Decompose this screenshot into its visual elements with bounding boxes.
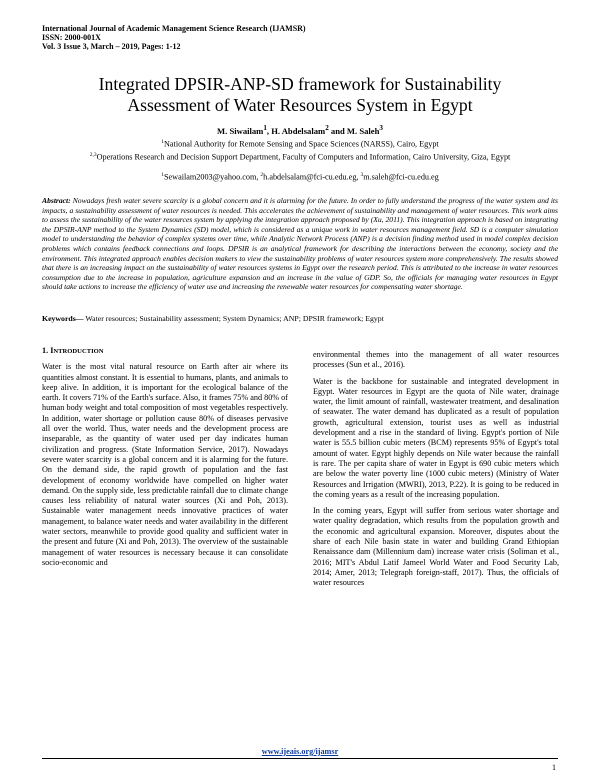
right-column: [313, 350, 559, 595]
affiliation-1-sup: 1: [161, 139, 165, 145]
journal-name: International Journal of Academic Management Science Research (IJAMSR): [42, 24, 306, 33]
author-2: H. Abdelsalam: [271, 125, 326, 136]
author-list: [40, 124, 560, 136]
affiliation-2: [24, 152, 576, 162]
keywords-text: Water resources; Sustainability assessment; System Dynamics; ANP; DPSIR framework; Egypt: [83, 314, 384, 323]
intro-paragraph-3: Water is the backbone for sustainable and integrated development in Egypt. Water resources in Egypt are the quota of Nile water, drainage water, the limit amount of rainfall, wastewater treatment, and desalination of seawater. The water demand has duplicated as a result of population growth, agricultural extension, tourist uses as well as industrial development and a rise in the standard of living. Egypt's portion of Nile water is 55.5 billion cubic meters (BCM) represents 95% of Egypt's total amount of water. Egypt highly depends on Nile water because the rainfall is rare. The per capita share of water in Egypt is 690 cubic meters which are below the water poverty line (1000 cubic meters) (Ministry of Water Resources and Irrigation (MWRI), 2013, P.22). It is going to be reduced in the coming years as a result of the increasing population.: [313, 376, 559, 499]
affiliation-2-sup: 2,3: [89, 152, 97, 158]
email-2: h.abdelsalam@fci-cu.edu.eg,: [263, 172, 361, 182]
section-heading-introduction: [42, 346, 288, 357]
email-2-sup: 2: [260, 172, 264, 178]
left-column: [42, 346, 288, 574]
email-3-sup: 3: [360, 172, 364, 178]
title-line-1: Integrated DPSIR-ANP-SD framework for Sustainability: [98, 74, 502, 94]
author-1: M. Siwailam: [217, 125, 264, 136]
heading-number: 1. I: [42, 346, 54, 355]
paper-title: [40, 74, 560, 116]
abstract-label: Abstract:: [42, 196, 71, 205]
title-line-2: Assessment of Water Resources System in Egypt: [127, 95, 473, 115]
email-1-sup: 1: [161, 172, 164, 178]
affiliation-1-text: National Authority for Remote Sensing and Space Sciences (NARSS), Cairo, Egypt: [164, 139, 439, 149]
journal-website-link[interactable]: www.ijeais.org/ijamsr: [261, 747, 339, 756]
journal-volume: Vol. 3 Issue 3, March – 2019, Pages: 1-12: [42, 42, 181, 52]
intro-paragraph-4: In the coming years, Egypt will suffer from serious water shortage and water quality degradation, which results from the population growth and the economic and agricultural expansion. Moreover, disputes about the share of each Nile basin state in water and building Grand Ethiopian Renaissance dam (Millennium dam) increase water crisis (Soliman et al., 2016; MIT's Abdul Latif Jameel World Water and Food Security Lab, 2014; Amer, 2013; Telegraph foreign-staff, 2017). Thus, the officials of water resources: [313, 506, 559, 588]
page-number: 1: [552, 763, 556, 772]
abstract: [42, 196, 558, 292]
author-sep-2: and: [328, 125, 347, 136]
email-1: Sewailam2003@yahoo.com,: [163, 172, 261, 182]
journal-header: [42, 24, 562, 52]
intro-paragraph-2: environmental themes into the management of all water resources processes (Sun et al., 2016).: [313, 350, 559, 370]
journal-issn: ISSN: 2000-001X: [42, 33, 101, 43]
keywords-label: Keywords—: [42, 314, 84, 323]
author-emails: [24, 172, 576, 182]
affiliation-1: [24, 139, 576, 149]
footer-divider: [42, 758, 558, 759]
intro-paragraph-1: Water is the most vital natural resource on Earth after air where its quantities almost constant. It is essential to humans, plants, and animals to keep alive. In addition, it is important for the ecological balance of the earth. It covers 71% of the Earth's surface. Also, it frames 75% and 80% of human body weight and total composition of most vegetables respectively. In addition, water shortage or pollution cause 80% of diseases pervasive all over the world. Thus, water needs and the development process are inseparable, as the quantity of water used per day indicates human civilization and progress. (State Information Service, 2017). Nowadays severe water scarcity is a global concern and it is alarming for the future. On the demand side, the rapid growth of population and the fast development of economy worldwide have compelled on higher water demand. On the supply side, less predictable rainfall due to climate change causes less reliability of natural water sources (Xi and Poh, 2013). Sustainable water management needs innovative practices of water management, to balance water needs and water availability in the different water sectors, meanwhile to provide good quality and sufficient water in the present and future (Xi and Poh, 2013). The overview of the sustainable management of water resources is necessary because it can consolidate socio-economic and: [42, 362, 288, 567]
heading-rest: NTRODUCTION: [53, 348, 104, 355]
affiliation-2-text: Operations Research and Decision Support Department, Faculty of Computers and Information, Cairo University, Giza, Egypt: [96, 152, 511, 162]
author-sep-1: ,: [266, 125, 272, 136]
email-3: m.saleh@fci-cu.edu.eg: [363, 172, 439, 182]
author-1-sup: 1: [263, 124, 267, 132]
author-3-sup: 3: [379, 124, 383, 132]
author-2-sup: 2: [325, 124, 329, 132]
author-3: M. Saleh: [346, 125, 380, 136]
keywords: [42, 314, 558, 323]
abstract-text: Nowadays fresh water severe scarcity is a global concern and it is alarming for the future. In order to fully understand the progress of the water system and its impacts, a sustainability assessment of water resources is needed. This accelerates the achievement of sustainability and management of water resources. This work aims to assess the sustainability of the water resources system by applying the integration approach proposed by (Xu, 2011). This integration approach is based on integrating the DPSIR-ANP method to the System Dynamics (SD) model, which is considered as a unique work in water resources management field. SD is a computer simulation model to understanding the behavior of complex systems over time, while Analytic Network Process (ANP) is a decision finding method used in model complex decision problems which contains feedback connections and loops. DPSIR is an analytical framework for describing the interactions between the economy, society and the environment. This integrated approach enables decision makers to view the sustainability problems of water resources system more comprehensively. The results showed that there is an increasing impact on the sustainability of water resources systems in Egypt over the research period. This is attributed to the increase in water resources consumption due to the increase in population, agriculture expansion and an increase in the value of GDP. So, the officials for managing water resources in Egypt should take actions to increase the efficiency of water use and increasing the renewable water resources for compensating water shortage.: [42, 196, 558, 292]
